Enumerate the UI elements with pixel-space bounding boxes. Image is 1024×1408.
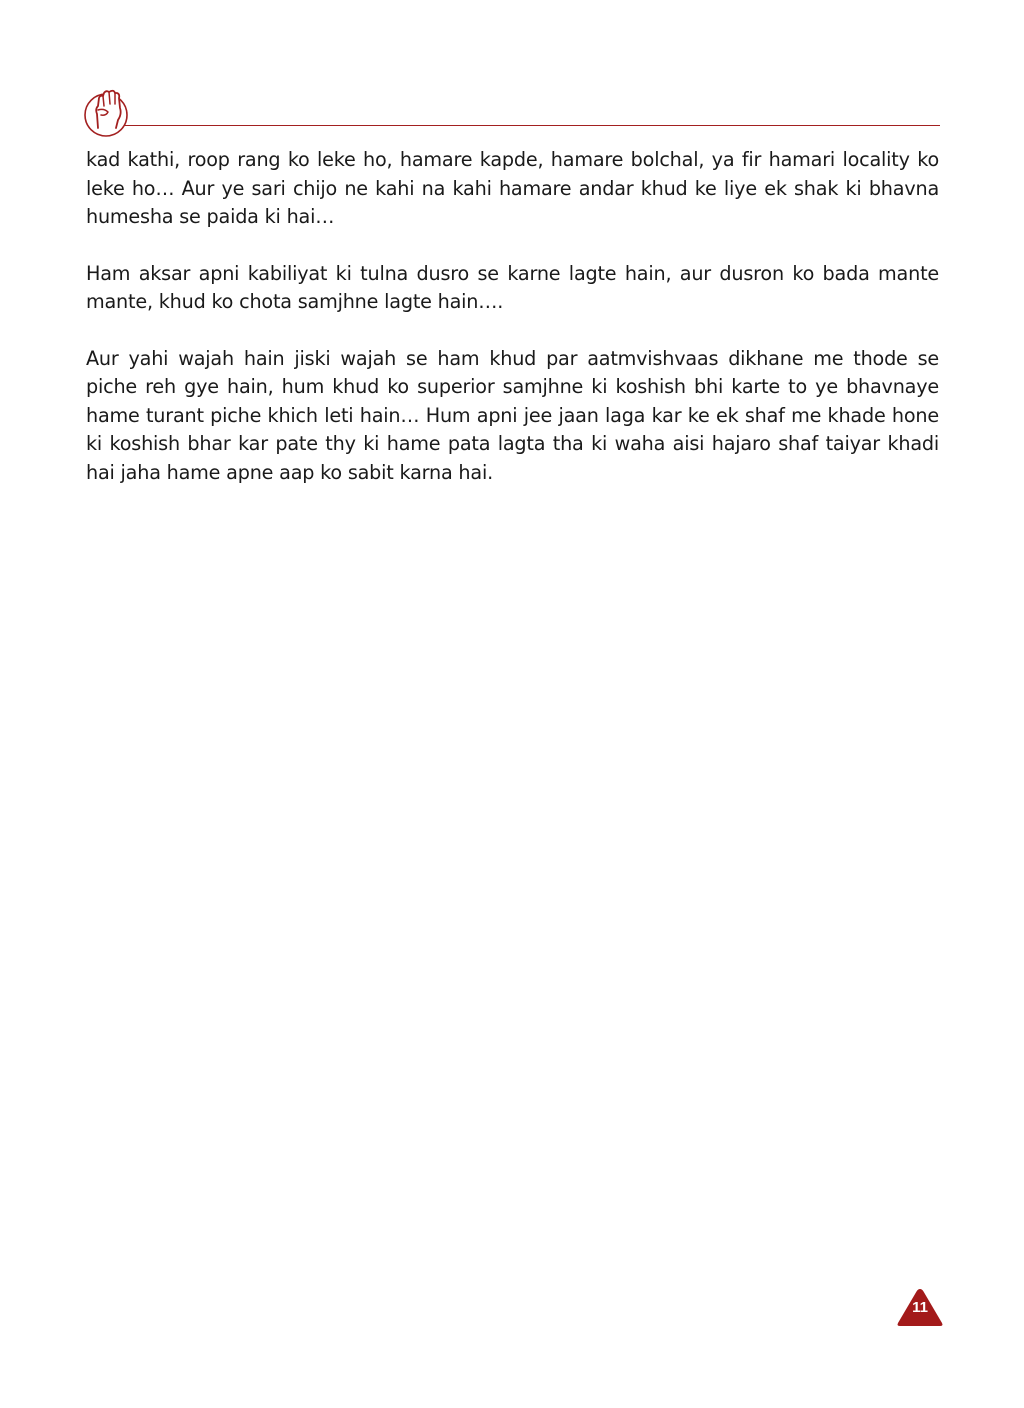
raised-fist-icon <box>84 84 132 140</box>
page-header <box>84 84 940 144</box>
page-number: 11 <box>912 1299 928 1316</box>
page-body <box>86 146 939 515</box>
paragraph-2: Ham aksar apni kabiliyat ki tulna dusro se karne lagte hain, aur dusron ko bada mante mante, khud ko chota samjhne lagte hain…. <box>86 261 939 313</box>
page-number-badge <box>896 1286 944 1328</box>
header-divider <box>124 125 940 126</box>
paragraph-3: Aur yahi wajah hain jiski wajah se ham khud par aatmvishvaas dikhane me thode se piche reh gye hain, hum khud ko superior samjhne ki koshish bhi karte to ye bhavnaye hame turant piche khich leti hain… Hum apni jee jaan laga kar ke ek shaf me khade hone ki koshish bhar kar pate thy ki hame pata lagta tha ki waha aisi hajaro shaf taiyar khadi hai jaha hame apne aap ko sabit karna hai. <box>86 346 939 484</box>
paragraph-1: kad kathi, roop rang ko leke ho, hamare kapde, hamare bolchal, ya fir hamari locality ko leke ho… Aur ye sari chijo ne kahi na kahi hamare andar khud ke liye ek shak ki bhavna humesha se paida ki hai… <box>86 148 939 228</box>
